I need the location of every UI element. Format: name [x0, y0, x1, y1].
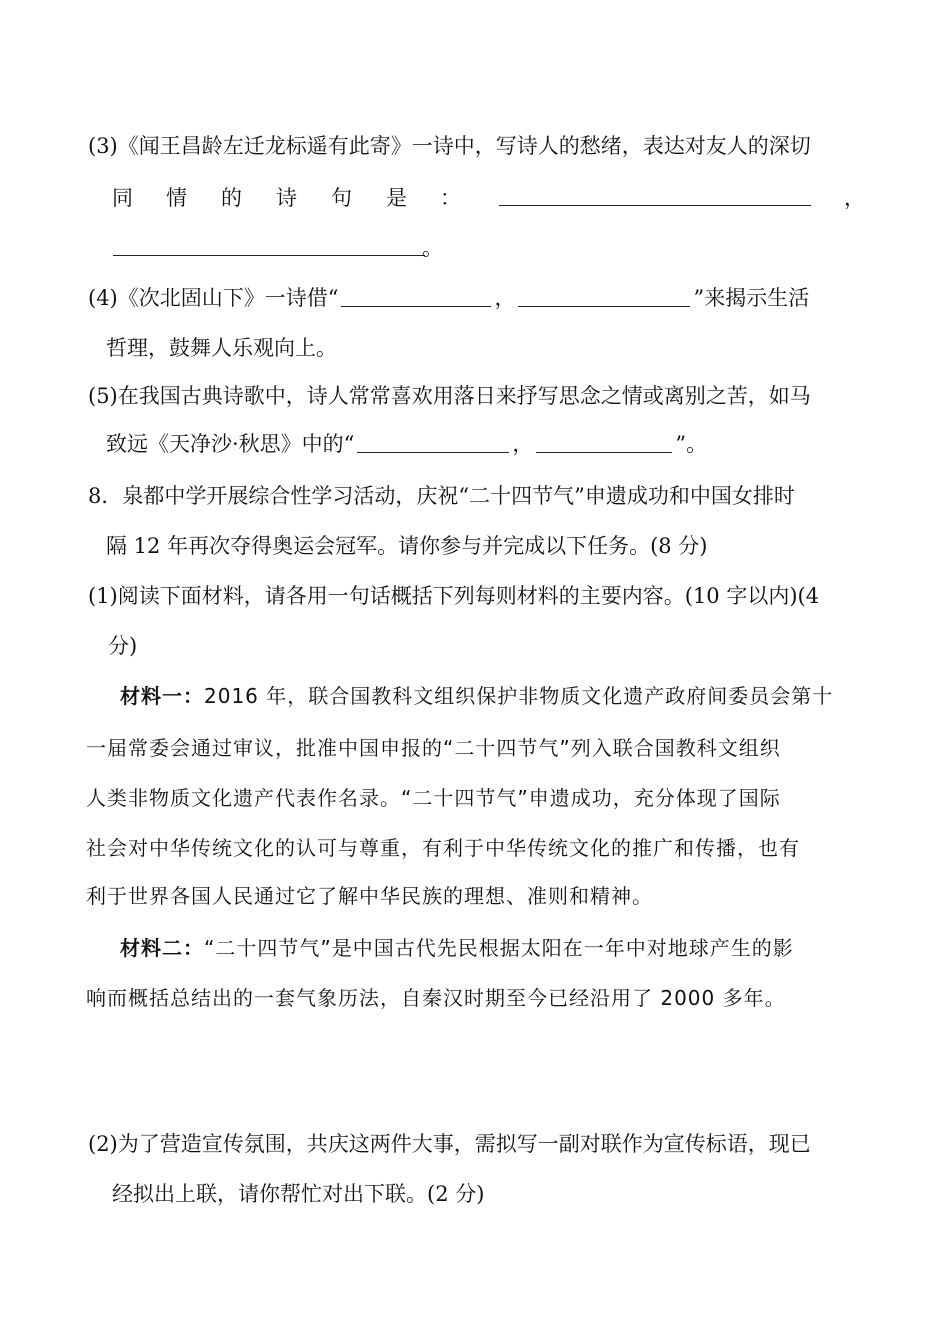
q5-prefix: 致远《天净沙·秋思》中的“: [106, 432, 355, 456]
answer-blank[interactable]: [341, 305, 491, 307]
q4-comma: ，: [494, 286, 516, 310]
q8-line1: 8．泉都中学开展综合性学习活动，庆祝“二十四节气”申遗成功和中国女排时: [88, 484, 795, 508]
material2-line1: [120, 932, 794, 961]
q3-char: 情: [166, 186, 187, 210]
material2-text: “二十四节气”是中国古代先民根据太阳在一年中对地球产生的影: [204, 936, 794, 960]
answer-blank[interactable]: [357, 451, 509, 453]
q4-line2: 哲理，鼓舞人乐观向上。: [106, 336, 337, 360]
q3-char: 是: [386, 186, 407, 210]
q3-char: 同: [112, 186, 133, 210]
q5-line2: [106, 428, 707, 458]
material1-text: 2016 年，联合国教科文组织保护非物质文化遗产政府间委员会第十: [204, 684, 834, 708]
q3-char: 诗: [276, 186, 297, 210]
q8-2-line1: (2)为了营造宣传氛围，共庆这两件大事，需拟写一副对联作为宣传标语，现已: [88, 1132, 811, 1156]
q5-suffix: ”。: [675, 432, 708, 456]
material2-line2: 响而概括总结出的一套气象历法，自秦汉时期至今已经沿用了 2000 多年。: [86, 986, 786, 1010]
q4-suffix: ”来揭示生活: [693, 286, 810, 310]
material1-line4: 社会对中华传统文化的认可与尊重，有利于中华传统文化的推广和传播，也有: [86, 836, 800, 860]
answer-blank[interactable]: [518, 305, 690, 307]
material1-line1: [120, 680, 833, 709]
q4-line1: [88, 282, 809, 312]
q5-line1: (5)在我国古典诗歌中，诗人常常喜欢用落日来抒写思念之情或离别之苦，如马: [88, 384, 811, 408]
material1-label: 材料一：: [120, 684, 204, 708]
q3-char: 的: [221, 186, 242, 210]
q3-comma: ，: [844, 186, 865, 210]
q8-1-line2: 分): [108, 634, 138, 658]
q3-char: ：: [440, 186, 461, 210]
q4-prefix: (4)《次北固山下》一诗借“: [88, 286, 339, 310]
q3-period: 。: [422, 236, 443, 260]
answer-blank[interactable]: [113, 254, 425, 256]
q8-1-line1: (1)阅读下面材料，请各用一句话概括下列每则材料的主要内容。(10 字以内)(4: [88, 584, 820, 608]
q3-char: 句: [331, 186, 352, 210]
q8-2-line2: 经拟出上联，请你帮忙对出下联。(2 分): [112, 1182, 485, 1206]
q5-comma: ，: [512, 432, 534, 456]
material1-line3: 人类非物质文化遗产代表作名录。“二十四节气”申遗成功，充分体现了国际: [86, 786, 781, 810]
q3-line1: (3)《闻王昌龄左迁龙标遥有此寄》一诗中，写诗人的愁绪，表达对友人的深切: [88, 134, 811, 158]
q8-line2: 隔 12 年再次夺得奥运会冠军。请你参与并完成以下任务。(8 分): [106, 534, 708, 558]
material2-label: 材料二：: [120, 936, 204, 960]
answer-blank[interactable]: [499, 204, 811, 206]
material1-line5: 利于世界各国人民通过它了解中华民族的理想、准则和精神。: [86, 884, 653, 908]
material1-line2: 一届常委会通过审议，批准中国申报的“二十四节气”列入联合国教科文组织: [86, 736, 781, 760]
answer-blank[interactable]: [536, 451, 672, 453]
